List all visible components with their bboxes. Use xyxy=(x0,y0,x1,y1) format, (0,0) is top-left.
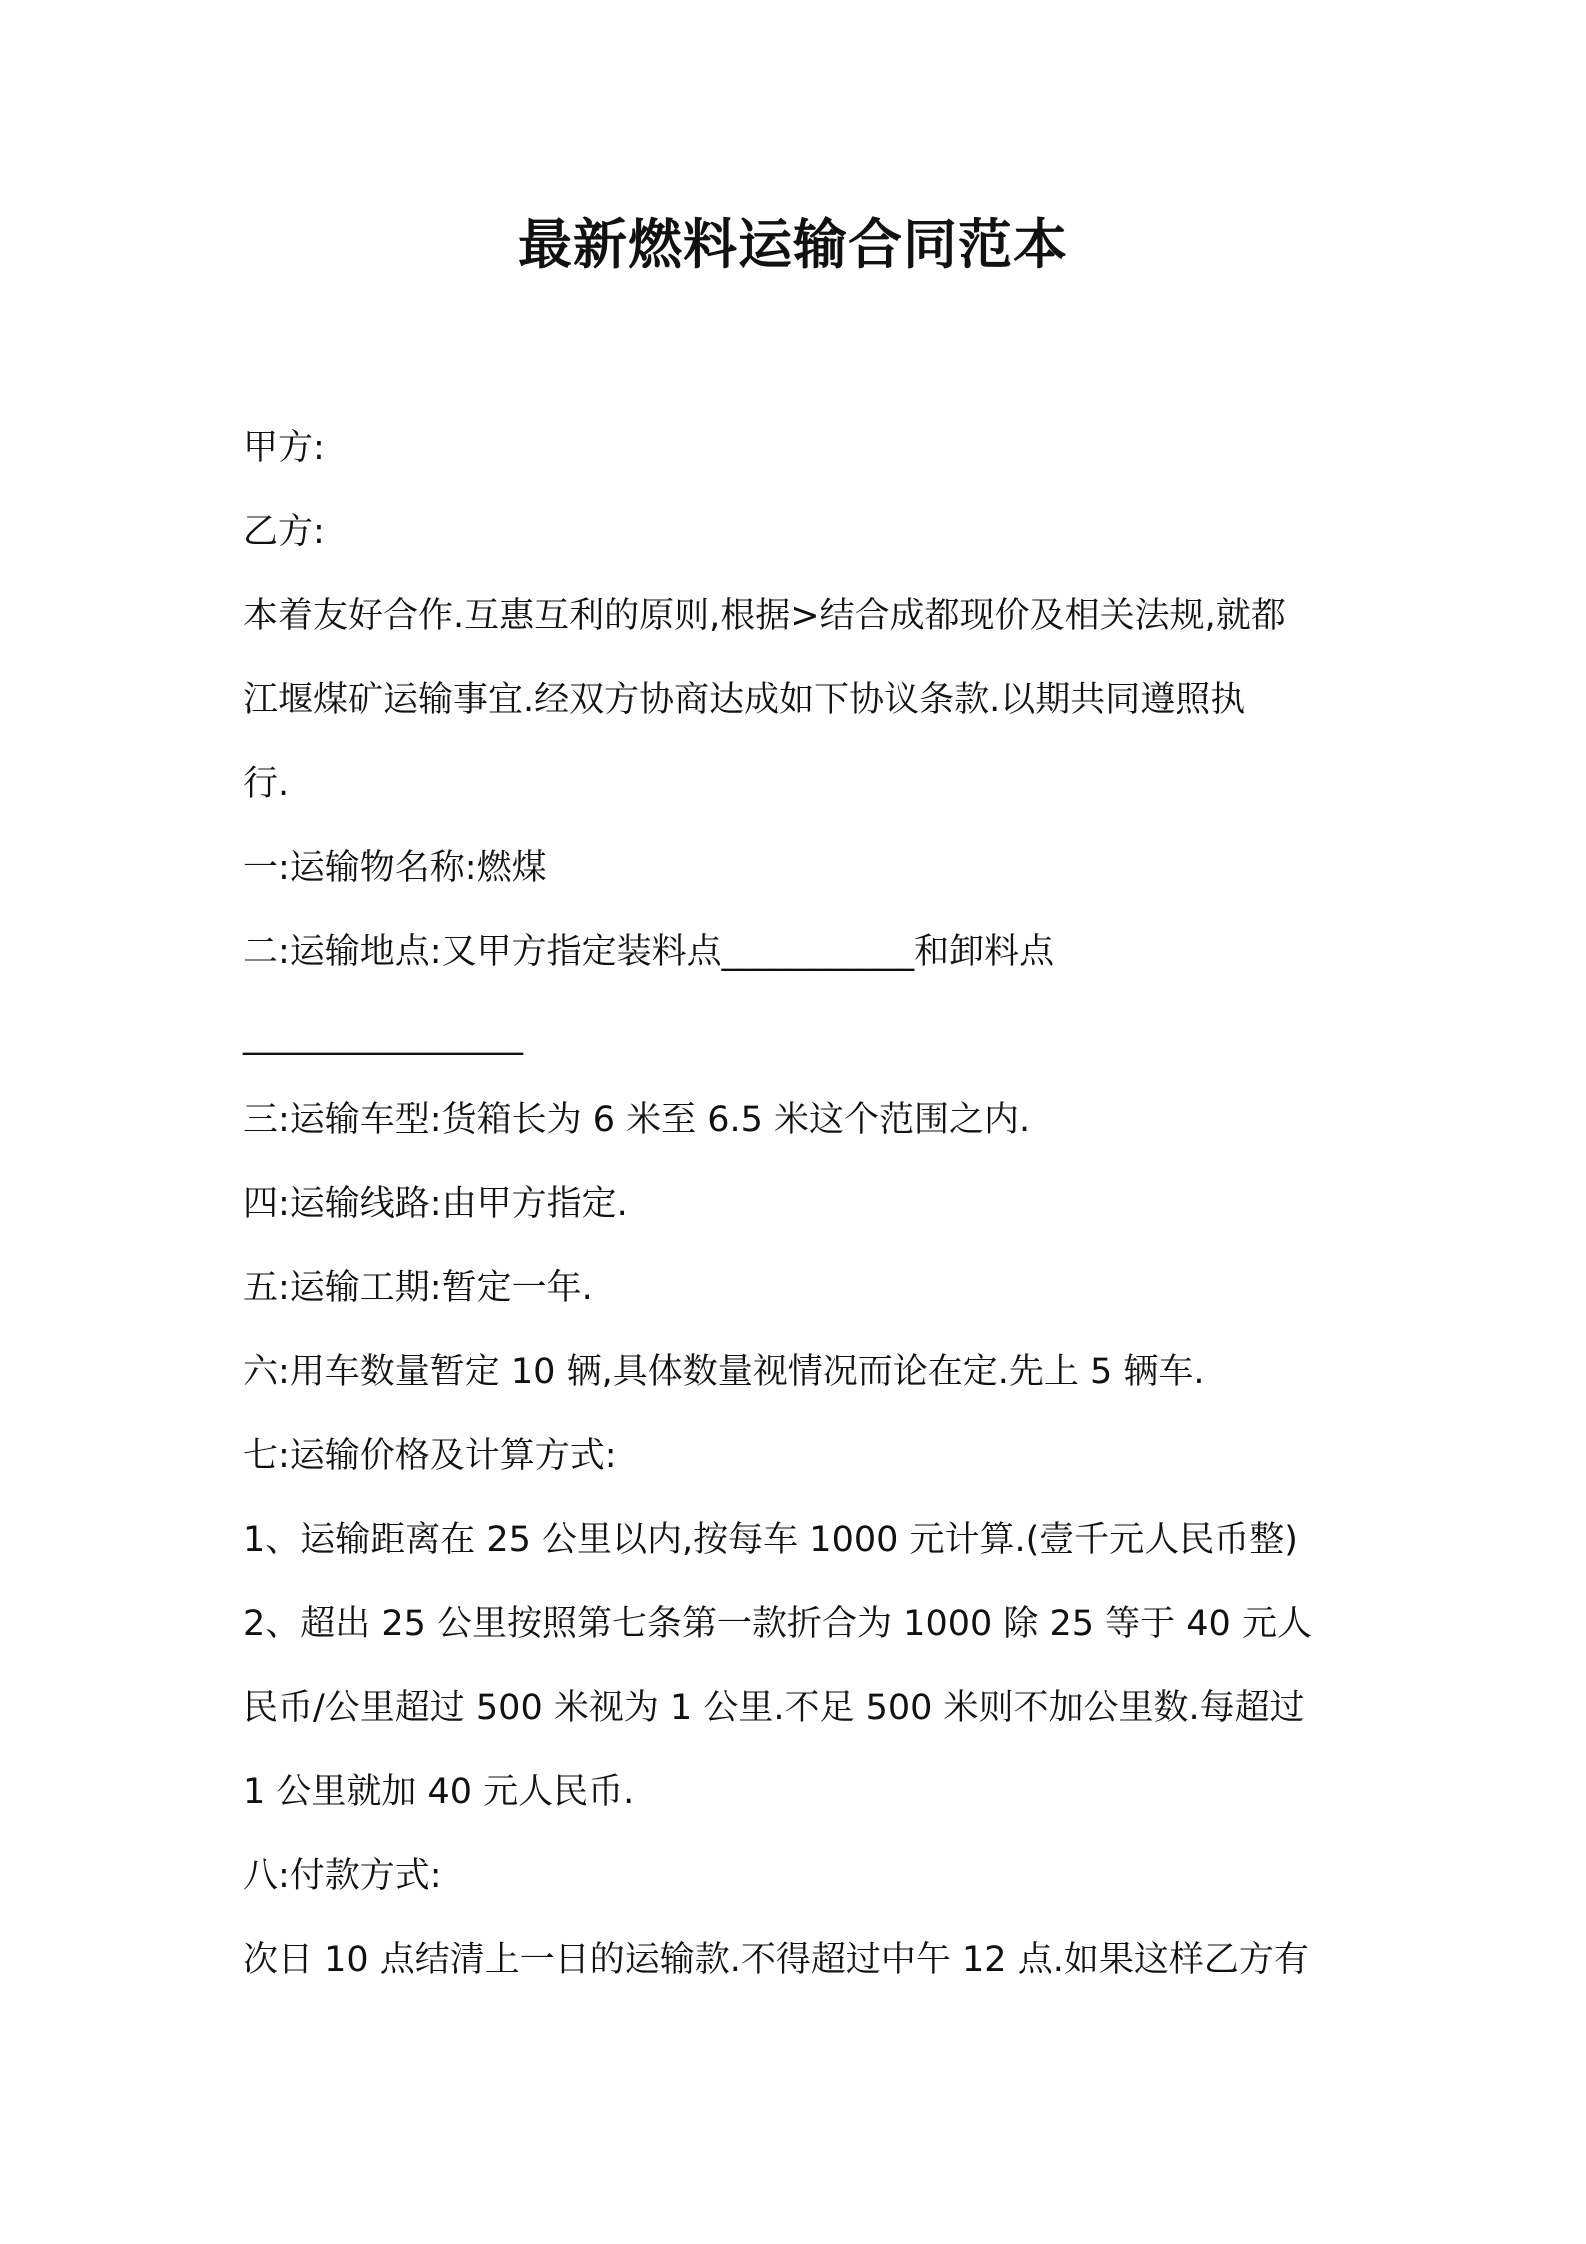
clause-7-line: 七:运输价格及计算方式: xyxy=(243,1436,617,1476)
clause-7-item-1-line: 1、运输距离在 25 公里以内,按每车 1000 元计算.(壹千元人民币整) xyxy=(243,1520,1298,1560)
party-b-line: 乙方: xyxy=(243,512,325,552)
document-body xyxy=(243,406,1353,2002)
clause-3-line: 三:运输车型:货箱长为 6 米至 6.5 米这个范围之内. xyxy=(243,1100,1031,1140)
clause-1-line: 一:运输物名称:燃煤 xyxy=(243,848,547,888)
clause-6-line: 六:用车数量暂定 10 辆,具体数量视情况而论在定.先上 5 辆车. xyxy=(243,1352,1205,1392)
preamble-line-2: 江堰煤矿运输事宜.经双方协商达成如下协议条款.以期共同遵照执 xyxy=(243,680,1246,720)
clause-7-item-2-line-3: 1 公里就加 40 元人民币. xyxy=(243,1772,635,1812)
clause-8-line: 八:付款方式: xyxy=(243,1856,442,1896)
clause-5-line: 五:运输工期:暂定一年. xyxy=(243,1268,593,1308)
preamble-line-1: 本着友好合作.互惠互利的原则,根据>结合成都现价及相关法规,就都 xyxy=(243,596,1286,636)
clause-2-line: 二:运输地点:又甲方指定装料点___________和卸料点 xyxy=(243,932,1055,972)
preamble-line-3: 行. xyxy=(243,764,290,804)
clause-7-item-2-line-1: 2、超出 25 公里按照第七条第一款折合为 1000 除 25 等于 40 元人 xyxy=(243,1604,1312,1644)
clause-2-blank-line: ________________ xyxy=(243,1016,523,1056)
clause-7-item-2-line-2: 民币/公里超过 500 米视为 1 公里.不足 500 米则不加公里数.每超过 xyxy=(243,1688,1305,1728)
document-title: 最新燃料运输合同范本 xyxy=(518,213,1068,276)
party-a-line: 甲方: xyxy=(243,428,325,468)
payment-terms-line: 次日 10 点结清上一日的运输款.不得超过中午 12 点.如果这样乙方有 xyxy=(243,1940,1309,1980)
clause-4-line: 四:运输线路:由甲方指定. xyxy=(243,1184,628,1224)
